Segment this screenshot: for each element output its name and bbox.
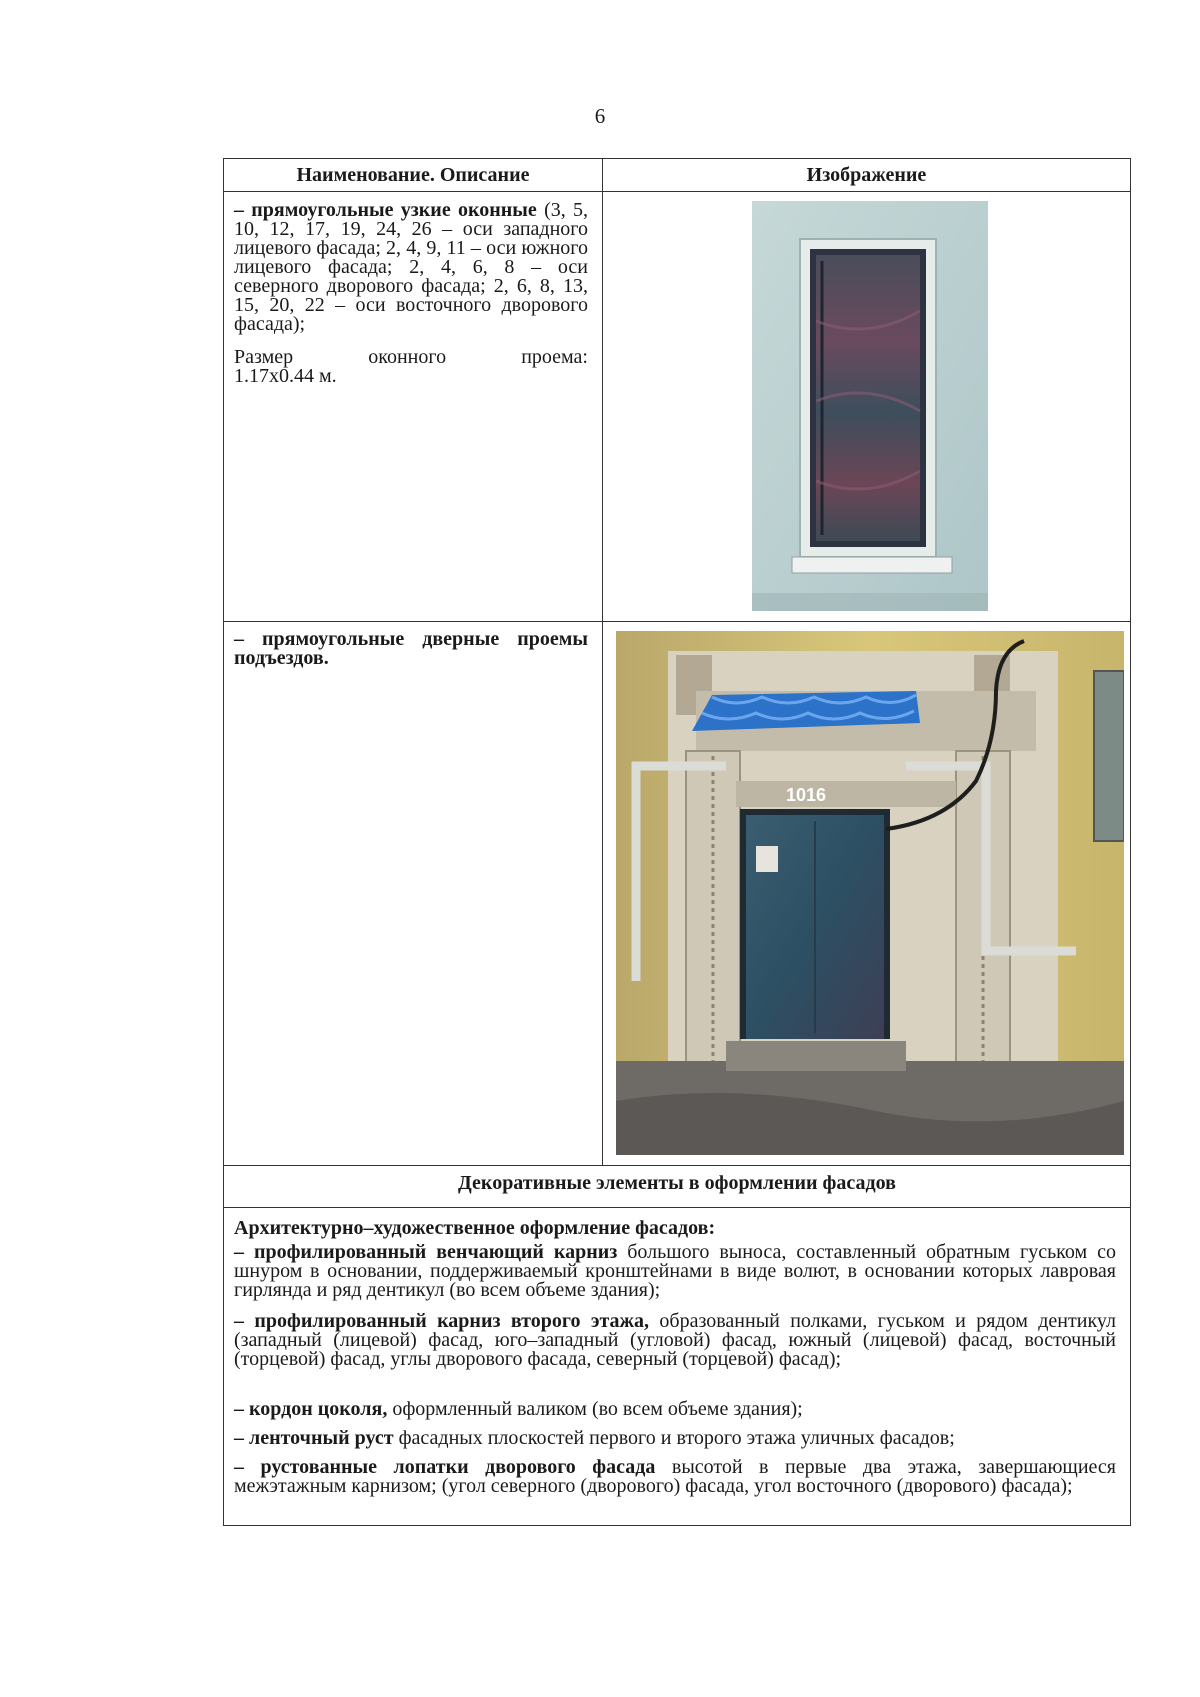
decor-item-band-rustication bbox=[234, 1429, 1116, 1448]
decor-subtitle: Архитектурно–художественное оформление фасадов: bbox=[234, 1217, 716, 1239]
window-photo bbox=[752, 201, 988, 611]
window-size-value: 1.17x0.44 м. bbox=[234, 365, 337, 387]
door-description bbox=[234, 630, 588, 668]
column-header-image: Изображение bbox=[806, 164, 927, 186]
facade-elements-table bbox=[223, 158, 1131, 1526]
row-divider bbox=[224, 1165, 1130, 1166]
decor-item-title: – рустованные лопатки дворового фасада bbox=[234, 1456, 656, 1478]
decor-item-title: – профилированный венчающий карниз bbox=[234, 1241, 618, 1263]
decor-item-plinth-cordon bbox=[234, 1400, 1116, 1419]
decor-item-title: – профилированный карниз второго этажа, bbox=[234, 1310, 650, 1332]
section-divider bbox=[224, 1207, 1130, 1208]
decor-item-text: фасадных плоскостей первого и второго этажа уличных фасадов; bbox=[393, 1427, 955, 1449]
page-number: 6 bbox=[594, 104, 606, 128]
column-header-description: Наименование. Описание bbox=[296, 164, 530, 186]
window-type-title: – прямоугольные узкие оконные bbox=[234, 199, 537, 221]
decor-item-text: образованный полками, гуськом и рядом дентикул (западный (лицевой) фасад, юго–западный (угловой) фасад, южный (лицевой) фасад, восточный (торцевой) фасад, углы дворового фасада, северный (торцевой) фасад); bbox=[234, 1310, 1116, 1370]
decor-item-text: высотой в первые два этажа, завершающиеся межэтажным карнизом; (угол северного (дворового) фасада, угол восточного (дворового) фасада); bbox=[234, 1456, 1116, 1497]
door-photo bbox=[616, 631, 1124, 1155]
window-description bbox=[234, 201, 588, 334]
decor-item-rusticated-pilasters bbox=[234, 1458, 1116, 1496]
door-sign-number: 1016 bbox=[786, 785, 827, 805]
decor-item-text: оформленный валиком (во всем объеме здания); bbox=[387, 1398, 803, 1420]
door-type-title: – прямоугольные дверные проемы подъездов. bbox=[234, 628, 588, 669]
decor-item-text: большого выноса, составленный обратным гуськом со шнуром в основании, поддерживаемый кронштейнами в виде волют, в основании которых лавровая гирлянда и ряд дентикул (во всем объеме здания); bbox=[234, 1241, 1116, 1301]
decor-item-title: – кордон цоколя, bbox=[234, 1398, 388, 1420]
header-divider bbox=[224, 191, 1130, 192]
decor-section-title: Декоративные элементы в оформлении фасадов bbox=[458, 1172, 896, 1194]
window-axes-text: (3, 5, 10, 12, 17, 19, 24, 26 – оси западного лицевого фасада; 2, 4, 9, 11 – оси южного лицевого фасада; 2, 4, 6, 8 – оси северного дворового фасада; 2, 6, 8, 13, 15, 20, 22 – оси восточного дворового фасада); bbox=[234, 199, 588, 335]
row-divider bbox=[224, 621, 1130, 622]
window-photo-image bbox=[752, 201, 988, 611]
window-size-label: Размер оконного проема: bbox=[234, 346, 588, 368]
decor-item-title: – ленточный руст bbox=[234, 1427, 394, 1449]
decor-item-second-floor-cornice bbox=[234, 1312, 1116, 1369]
column-divider bbox=[602, 159, 603, 1165]
door-photo-image bbox=[616, 631, 1124, 1155]
decor-item-main-cornice bbox=[234, 1243, 1116, 1300]
